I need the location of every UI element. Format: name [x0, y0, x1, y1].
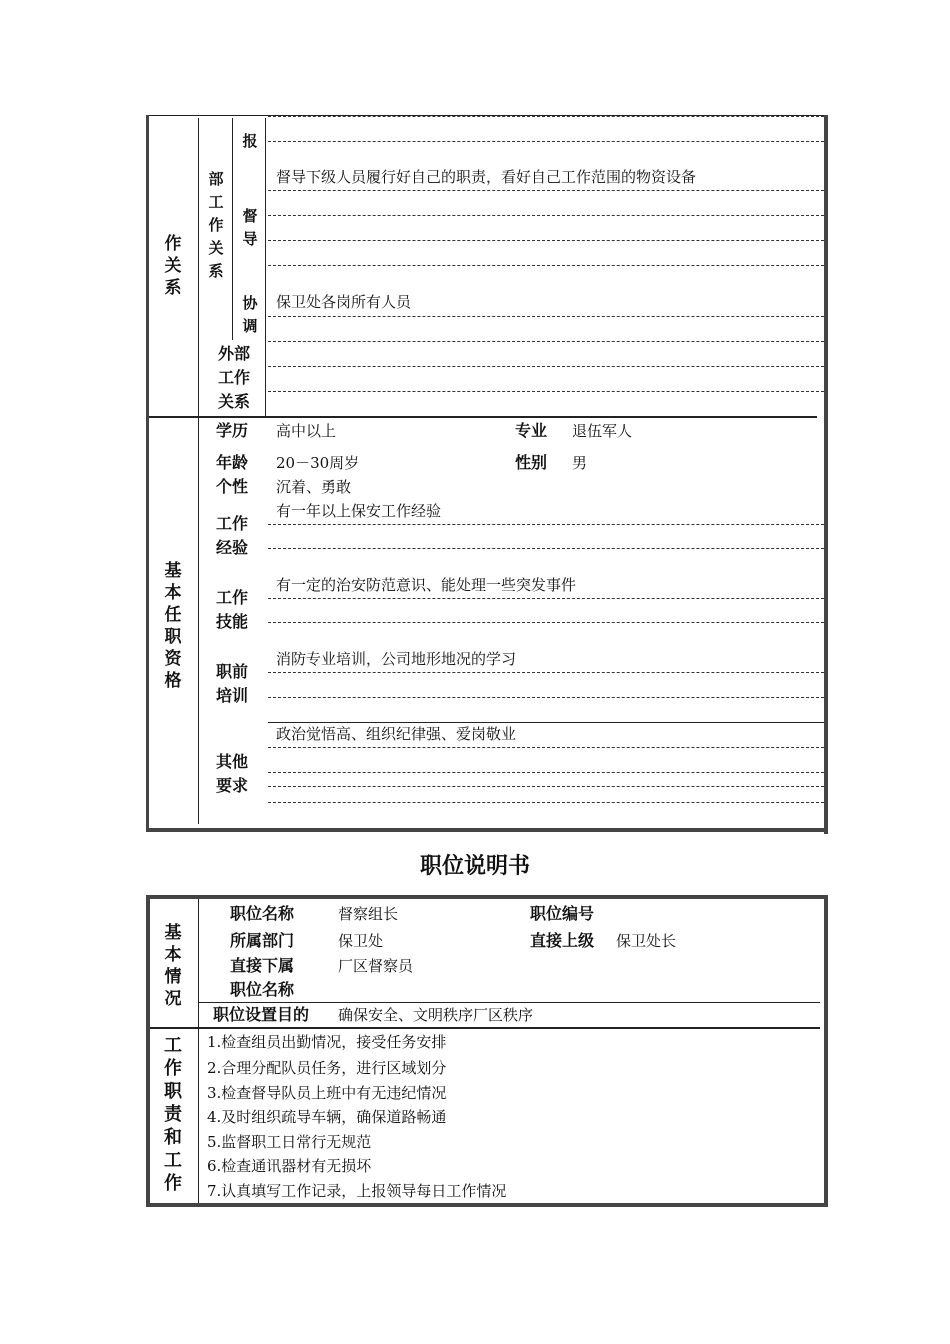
other-value: 政治觉悟高、组织纪律强、爱岗敬业 [276, 725, 517, 743]
age-label: 年龄 [216, 453, 249, 472]
upper-left-edge [146, 115, 149, 832]
dash-line [268, 190, 824, 191]
lower-right-edge [824, 895, 828, 1207]
training-value: 消防专业培训，公司地形地况的学习 [276, 650, 517, 668]
major-label: 专业 [515, 421, 548, 440]
coordinate-label: 协调 [242, 294, 258, 335]
internal-relations-label: 部工作关系 [208, 170, 224, 280]
dash-line [268, 240, 824, 241]
dash-line [268, 391, 824, 392]
duty-item-5: 5.监督职工日常行无规范 [207, 1133, 372, 1151]
subordinate-label: 直接下属 [230, 956, 295, 975]
skills-value: 有一定的治安防范意识、能处理一些突发事件 [276, 576, 577, 594]
purpose-label: 职位设置目的 [213, 1005, 310, 1024]
department-value: 保卫处 [338, 932, 384, 950]
subordinate-value: 厂区督察员 [338, 957, 414, 975]
col-divider-1 [198, 118, 199, 824]
basic-section-separator [150, 1027, 820, 1029]
training-label-line2: 培训 [216, 686, 249, 705]
dash-line [268, 116, 824, 117]
dash-line [268, 524, 824, 525]
external-relations-label: 外部工作关系 [217, 344, 250, 411]
education-value: 高中以上 [276, 422, 337, 440]
position-code-label: 职位编号 [530, 904, 595, 923]
dash-line [268, 548, 824, 549]
personality-label: 个性 [216, 477, 249, 496]
skills-label-line2: 技能 [216, 612, 249, 631]
section-separator [149, 416, 817, 418]
gender-label: 性别 [515, 453, 548, 472]
dash-line [268, 697, 824, 698]
dash-line [268, 747, 824, 748]
dash-line [268, 265, 824, 266]
col-divider-3 [265, 118, 266, 416]
dash-line [268, 141, 824, 142]
position-name-value: 督察组长 [338, 905, 399, 923]
dash-line [268, 802, 824, 803]
experience-label-line1: 工作 [216, 514, 249, 533]
duty-item-4: 4.及时组织疏导车辆，确保道路畅通 [207, 1108, 447, 1126]
training-label-line1: 职前 [216, 662, 249, 681]
duty-item-1: 1.检查组员出勤情况，接受任务安排 [207, 1033, 447, 1051]
superior-value: 保卫处长 [616, 932, 677, 950]
dash-line [268, 341, 824, 342]
skills-label-line1: 工作 [216, 588, 249, 607]
dash-line [268, 598, 824, 599]
personality-value: 沉着、勇敢 [276, 478, 352, 496]
col-divider-2 [232, 118, 233, 340]
duty-item-2: 2.合理分配队员任务，进行区域划分 [207, 1059, 447, 1077]
experience-label-line2: 经验 [216, 538, 249, 557]
dash-line [268, 366, 824, 367]
supervise-text: 督导下级人员履行好自己的职责，看好自己工作范围的物资设备 [276, 168, 697, 186]
duty-item-3: 3.检查督导队员上班中有无违纪情况 [207, 1084, 447, 1102]
purpose-value: 确保安全、文明秩序厂区秩序 [338, 1006, 534, 1024]
lower-col-divider [198, 899, 199, 1203]
dash-line [268, 316, 824, 317]
doc-title: 职位说明书 [419, 854, 530, 879]
solid-line [268, 722, 824, 723]
lower-bottom-edge [146, 1203, 828, 1207]
duty-item-6: 6.检查通讯器材有无损坏 [207, 1157, 372, 1175]
basic-section-label: 基本情况 [164, 923, 182, 1009]
report-label: 报 [242, 132, 258, 150]
age-value: 20－30周岁 [276, 454, 360, 472]
duty-item-7: 7.认真填写工作记录，上报领导每日工作情况 [207, 1182, 507, 1200]
dash-line [268, 215, 824, 216]
coordinate-text: 保卫处各岗所有人员 [276, 293, 412, 311]
dash-line [268, 772, 824, 773]
qualifications-section-label: 基本任职资格 [164, 561, 182, 691]
education-label: 学历 [216, 421, 249, 440]
experience-value: 有一年以上保安工作经验 [276, 502, 442, 520]
other-label-line1: 其他 [216, 752, 249, 771]
duties-section-label: 工作职责和工作 [164, 1035, 182, 1194]
lower-top-edge [146, 895, 828, 899]
supervise-label: 督导 [242, 207, 258, 248]
position-name-label: 职位名称 [230, 904, 295, 923]
gender-value: 男 [572, 454, 588, 472]
dash-line [268, 622, 824, 623]
subordinate-position-label: 职位名称 [230, 980, 295, 999]
major-value: 退伍军人 [572, 422, 633, 440]
superior-label: 直接上级 [530, 931, 595, 950]
dash-line [268, 672, 824, 673]
lower-left-edge [146, 895, 150, 1207]
department-label: 所属部门 [230, 931, 295, 950]
other-label-line2: 要求 [216, 776, 249, 795]
work-relations-section-label: 作关系 [164, 234, 182, 298]
dash-line [268, 786, 824, 787]
upper-bottom-shadow [146, 828, 828, 832]
purpose-top-line [198, 1002, 820, 1003]
upper-right-shadow [824, 115, 828, 834]
